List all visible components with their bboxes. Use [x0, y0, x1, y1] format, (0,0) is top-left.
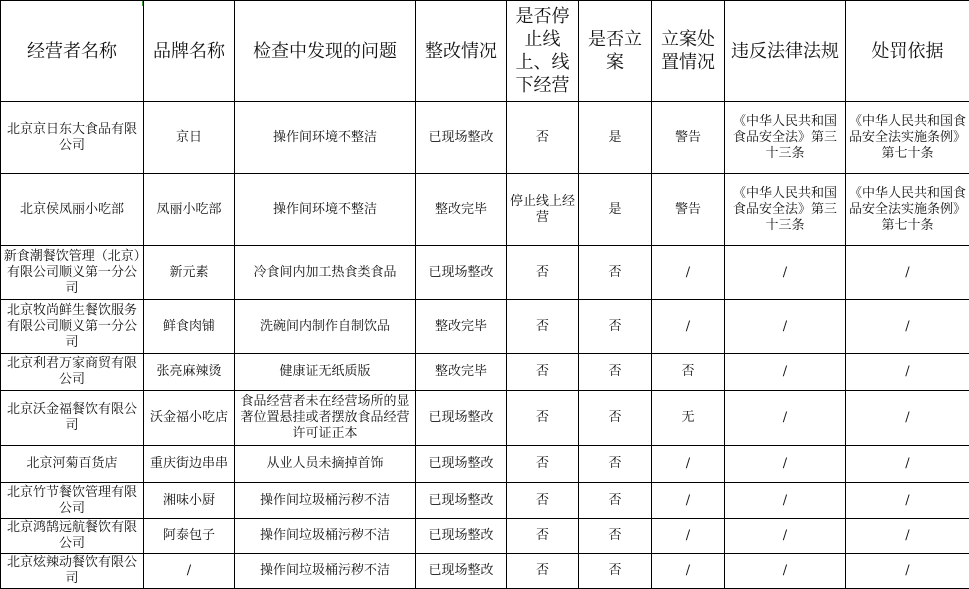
filed-cell: 否 [579, 554, 652, 589]
brand-cell: 凤丽小吃部 [144, 174, 235, 246]
column-header-filed: 是否立案 [579, 1, 652, 102]
brand-cell: 鲜食肉铺 [144, 300, 235, 354]
basis-cell: / [846, 483, 969, 519]
issue-cell: 操作间环境不整洁 [235, 102, 416, 174]
rectification-cell: 已现场整改 [416, 102, 507, 174]
suspended-cell: 否 [507, 554, 579, 589]
rectification-cell: 已现场整改 [416, 519, 507, 554]
column-header-operator: 经营者名称 [1, 1, 144, 102]
brand-cell: 京日 [144, 102, 235, 174]
suspended-cell: 否 [507, 391, 579, 446]
basis-cell: / [846, 554, 969, 589]
operator-cell: 北京鸿鹄远航餐饮有限公司 [1, 519, 144, 554]
disposal-cell: / [652, 554, 725, 589]
table-row [1, 246, 969, 300]
rectification-cell: 已现场整改 [416, 391, 507, 446]
law-cell: / [725, 391, 846, 446]
operator-cell: 北京利君万家商贸有限公司 [1, 354, 144, 391]
basis-cell: / [846, 246, 969, 300]
table-row [1, 446, 969, 483]
suspended-cell: 否 [507, 102, 579, 174]
rectification-cell: 已现场整改 [416, 554, 507, 589]
disposal-cell: 否 [652, 354, 725, 391]
suspended-cell: 否 [507, 300, 579, 354]
operator-cell: 北京河菊百货店 [1, 446, 144, 483]
filed-cell: 否 [579, 391, 652, 446]
column-header-basis: 处罚依据 [846, 1, 969, 102]
brand-cell: 张亮麻辣烫 [144, 354, 235, 391]
disposal-cell: / [652, 519, 725, 554]
basis-cell: / [846, 300, 969, 354]
disposal-cell: 无 [652, 391, 725, 446]
suspended-cell: 否 [507, 483, 579, 519]
issue-cell: 洗碗间内制作自制饮品 [235, 300, 416, 354]
operator-cell: 北京牧尚鲜生餐饮服务有限公司顺义第一分公司 [1, 300, 144, 354]
filed-cell: 否 [579, 300, 652, 354]
column-header-disposal: 立案处置情况 [652, 1, 725, 102]
filed-cell: 否 [579, 354, 652, 391]
filed-cell: 否 [579, 246, 652, 300]
brand-cell: 重庆街边串串 [144, 446, 235, 483]
brand-cell: / [144, 554, 235, 589]
issue-cell: 操作间垃圾桶污秽不洁 [235, 519, 416, 554]
issue-cell: 操作间环境不整洁 [235, 174, 416, 246]
law-cell: / [725, 483, 846, 519]
operator-cell: 北京竹节餐饮管理有限公司 [1, 483, 144, 519]
law-cell: / [725, 246, 846, 300]
operator-cell: 北京京日东大食品有限公司 [1, 102, 144, 174]
table-row [1, 174, 969, 246]
brand-cell: 新元素 [144, 246, 235, 300]
brand-cell: 沃金福小吃店 [144, 391, 235, 446]
table-row [1, 354, 969, 391]
basis-cell: 《中华人民共和国食品安全法实施条例》第七十条 [846, 102, 969, 174]
rectification-cell: 已现场整改 [416, 446, 507, 483]
law-cell: / [725, 300, 846, 354]
header-row [1, 1, 969, 102]
column-header-issue: 检查中发现的问题 [235, 1, 416, 102]
disposal-cell: / [652, 446, 725, 483]
operator-cell: 北京侯凤丽小吃部 [1, 174, 144, 246]
table-body [1, 102, 969, 589]
filed-cell: 是 [579, 102, 652, 174]
brand-cell: 湘味小厨 [144, 483, 235, 519]
table-row [1, 391, 969, 446]
brand-cell: 阿泰包子 [144, 519, 235, 554]
operator-cell: 新食潮餐饮管理（北京）有限公司顺义第一分公司 [1, 246, 144, 300]
table-row [1, 519, 969, 554]
filed-cell: 否 [579, 483, 652, 519]
suspended-cell: 停止线上经营 [507, 174, 579, 246]
disposal-cell: 警告 [652, 174, 725, 246]
issue-cell: 健康证无纸质版 [235, 354, 416, 391]
disposal-cell: 警告 [652, 102, 725, 174]
law-cell: / [725, 519, 846, 554]
law-cell: 《中华人民共和国食品安全法》第三十三条 [725, 174, 846, 246]
table-row [1, 300, 969, 354]
disposal-cell: / [652, 300, 725, 354]
column-header-law: 违反法律法规 [725, 1, 846, 102]
rectification-cell: 已现场整改 [416, 246, 507, 300]
basis-cell: / [846, 391, 969, 446]
basis-cell: 《中华人民共和国食品安全法实施条例》第七十条 [846, 174, 969, 246]
rectification-cell: 整改完毕 [416, 354, 507, 391]
issue-cell: 操作间垃圾桶污秽不洁 [235, 554, 416, 589]
basis-cell: / [846, 446, 969, 483]
law-cell: / [725, 446, 846, 483]
law-cell: / [725, 354, 846, 391]
suspended-cell: 否 [507, 446, 579, 483]
disposal-cell: / [652, 483, 725, 519]
basis-cell: / [846, 354, 969, 391]
table-row [1, 102, 969, 174]
law-cell: 《中华人民共和国食品安全法》第三十三条 [725, 102, 846, 174]
basis-cell: / [846, 519, 969, 554]
column-header-rectification: 整改情况 [416, 1, 507, 102]
suspended-cell: 否 [507, 246, 579, 300]
law-cell: / [725, 554, 846, 589]
suspended-cell: 否 [507, 354, 579, 391]
rectification-cell: 已现场整改 [416, 483, 507, 519]
disposal-cell: / [652, 246, 725, 300]
rectification-cell: 整改完毕 [416, 174, 507, 246]
operator-cell: 北京沃金福餐饮有限公司 [1, 391, 144, 446]
filed-cell: 否 [579, 446, 652, 483]
table-row [1, 554, 969, 589]
operator-cell: 北京炫辣动餐饮有限公司 [1, 554, 144, 589]
filed-cell: 是 [579, 174, 652, 246]
issue-cell: 食品经营者未在经营场所的显著位置悬挂或者摆放食品经营许可证正本 [235, 391, 416, 446]
filed-cell: 否 [579, 519, 652, 554]
issue-cell: 冷食间内加工热食类食品 [235, 246, 416, 300]
column-header-suspended: 是否停止线上、线下经营 [507, 1, 579, 102]
column-header-brand: 品牌名称 [144, 1, 235, 102]
rectification-cell: 整改完毕 [416, 300, 507, 354]
issue-cell: 从业人员未摘掉首饰 [235, 446, 416, 483]
issue-cell: 操作间垃圾桶污秽不洁 [235, 483, 416, 519]
table-row [1, 483, 969, 519]
suspended-cell: 否 [507, 519, 579, 554]
